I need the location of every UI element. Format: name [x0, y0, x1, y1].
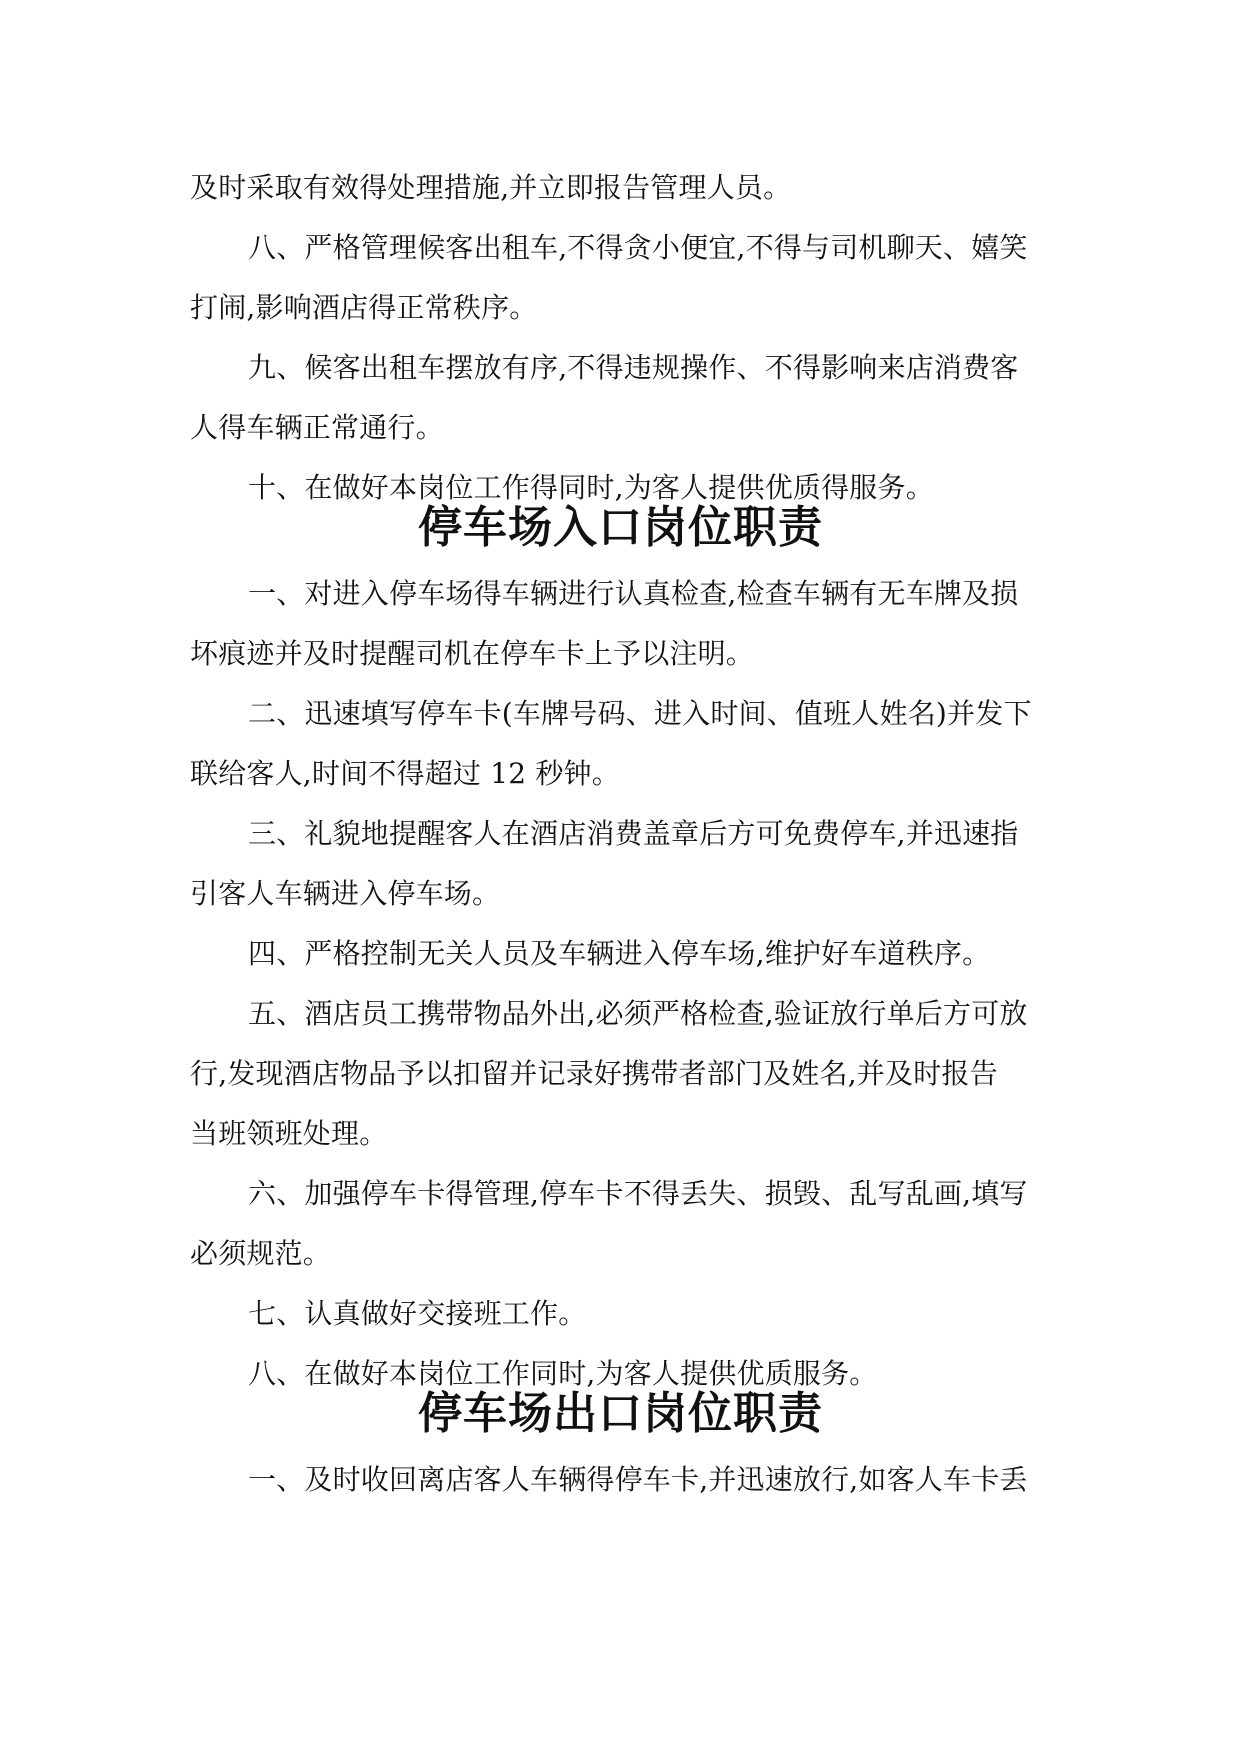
paragraph-line: 四、严格控制无关人员及车辆进入停车场,维护好车道秩序。	[248, 937, 991, 970]
paragraph-line: 十、在做好本岗位工作得同时,为客人提供优质得服务。	[248, 471, 934, 504]
paragraph-line: 及时采取有效得处理措施,并立即报告管理人员。	[190, 171, 792, 204]
paragraph-line: 六、加强停车卡得管理,停车卡不得丢失、损毁、乱写乱画,填写	[248, 1177, 1028, 1210]
paragraph-line: 三、礼貌地提醒客人在酒店消费盖章后方可免费停车,并迅速指	[248, 817, 1019, 850]
paragraph-line: 八、在做好本岗位工作同时,为客人提供优质服务。	[248, 1357, 878, 1390]
section-heading-entrance: 停车场入口岗位职责	[418, 502, 823, 553]
paragraph-line: 一、及时收回离店客人车辆得停车卡,并迅速放行,如客人车卡丢	[248, 1463, 1028, 1496]
paragraph-line: 打闹,影响酒店得正常秩序。	[190, 291, 538, 324]
section-heading-exit: 停车场出口岗位职责	[418, 1388, 823, 1439]
paragraph-line: 必须规范。	[190, 1237, 332, 1270]
paragraph-line: 当班领班处理。	[190, 1117, 388, 1150]
paragraph-line: 五、酒店员工携带物品外出,必须严格检查,验证放行单后方可放	[248, 997, 1028, 1030]
paragraph-line: 一、对进入停车场得车辆进行认真检查,检查车辆有无车牌及损	[248, 577, 1019, 610]
paragraph-line: 二、迅速填写停车卡(车牌号码、进入时间、值班人姓名)并发下	[248, 697, 1032, 730]
paragraph-line: 引客人车辆进入停车场。	[190, 877, 501, 910]
paragraph-line: 行,发现酒店物品予以扣留并记录好携带者部门及姓名,并及时报告	[190, 1057, 998, 1090]
paragraph-line: 七、认真做好交接班工作。	[248, 1297, 587, 1330]
paragraph-line: 八、严格管理候客出租车,不得贪小便宜,不得与司机聊天、嬉笑	[248, 231, 1028, 264]
paragraph-line: 坏痕迹并及时提醒司机在停车卡上予以注明。	[190, 637, 755, 670]
paragraph-line: 联给客人,时间不得超过 12 秒钟。	[190, 757, 620, 790]
paragraph-line: 人得车辆正常通行。	[190, 411, 444, 444]
paragraph-line: 九、候客出租车摆放有序,不得违规操作、不得影响来店消费客	[248, 351, 1019, 384]
